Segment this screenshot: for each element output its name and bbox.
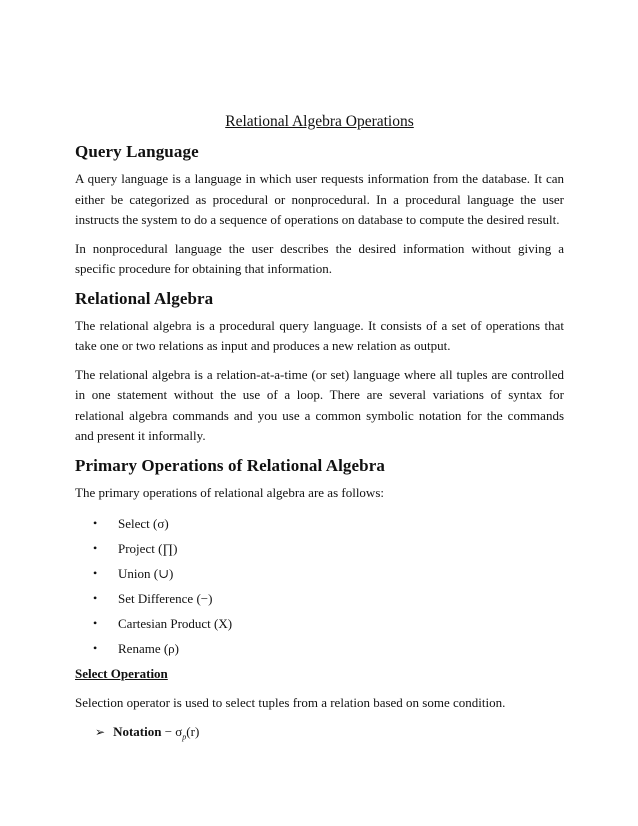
list-item-text: Project (∏) — [118, 541, 178, 556]
paragraph-relational-algebra-1: The relational algebra is a procedural query language. It consists of a set of operations that take one or two relations as input and produces a new relation as output. — [75, 317, 564, 353]
heading-relational-algebra: Relational Algebra — [75, 288, 214, 308]
list-item — [75, 636, 564, 661]
list-item-text: Set Difference (−) — [118, 591, 213, 606]
document-page — [75, 112, 564, 747]
heading-primary-operations: Primary Operations of Relational Algebra — [75, 455, 385, 475]
bullet-icon: • — [93, 516, 98, 530]
list-item-text: Union (∪) — [118, 566, 174, 581]
notation-subscript: p — [182, 732, 187, 742]
list-item — [75, 586, 564, 611]
paragraph-select-operation: Selection operator is used to select tuples from a relation based on some condition. — [75, 695, 506, 710]
bullet-icon: • — [93, 616, 98, 630]
notation-line — [75, 722, 564, 748]
bullet-icon: • — [93, 541, 98, 555]
operations-list — [75, 511, 564, 661]
heading-query-language: Query Language — [75, 142, 199, 161]
arrow-bullet-icon: ➢ — [95, 724, 106, 739]
paragraph-query-language-1: A query language is a language in which user requests information from the database. It can either be categorized as procedural or nonprocedural. In a procedural language the user instructs the system to do a sequence of operations on database to compute the desired result. — [75, 171, 564, 227]
paragraph-relational-algebra-2: The relational algebra is a relation-at-a-time (or set) language where all tuples are controlled in one statement without the use of a loop. There are several variations of syntax for relational algebra commands and you use a common symbolic notation for the commands and present it informally. — [75, 366, 564, 443]
bullet-icon: • — [93, 566, 98, 580]
bullet-icon: • — [93, 641, 98, 655]
bullet-icon: • — [93, 591, 98, 605]
list-item — [75, 536, 564, 561]
list-item — [75, 611, 564, 636]
paragraph-query-language-2: In nonprocedural language the user describes the desired information without giving a specific procedure for obtaining that information. — [75, 240, 564, 276]
list-item — [75, 561, 564, 586]
paragraph-primary-operations-intro: The primary operations of relational algebra are as follows: — [75, 484, 384, 500]
notation-label: Notation — [113, 723, 162, 739]
notation-argument: (r) — [186, 723, 200, 739]
list-item-text: Rename (ρ) — [118, 641, 179, 656]
heading-select-operation: Select Operation — [75, 666, 168, 681]
document-title: Relational Algebra Operations — [225, 113, 414, 130]
list-item-text: Cartesian Product (X) — [118, 616, 233, 631]
notation-sigma: − σ — [161, 723, 183, 739]
list-item — [75, 511, 564, 536]
list-item-text: Select (σ) — [118, 516, 169, 531]
